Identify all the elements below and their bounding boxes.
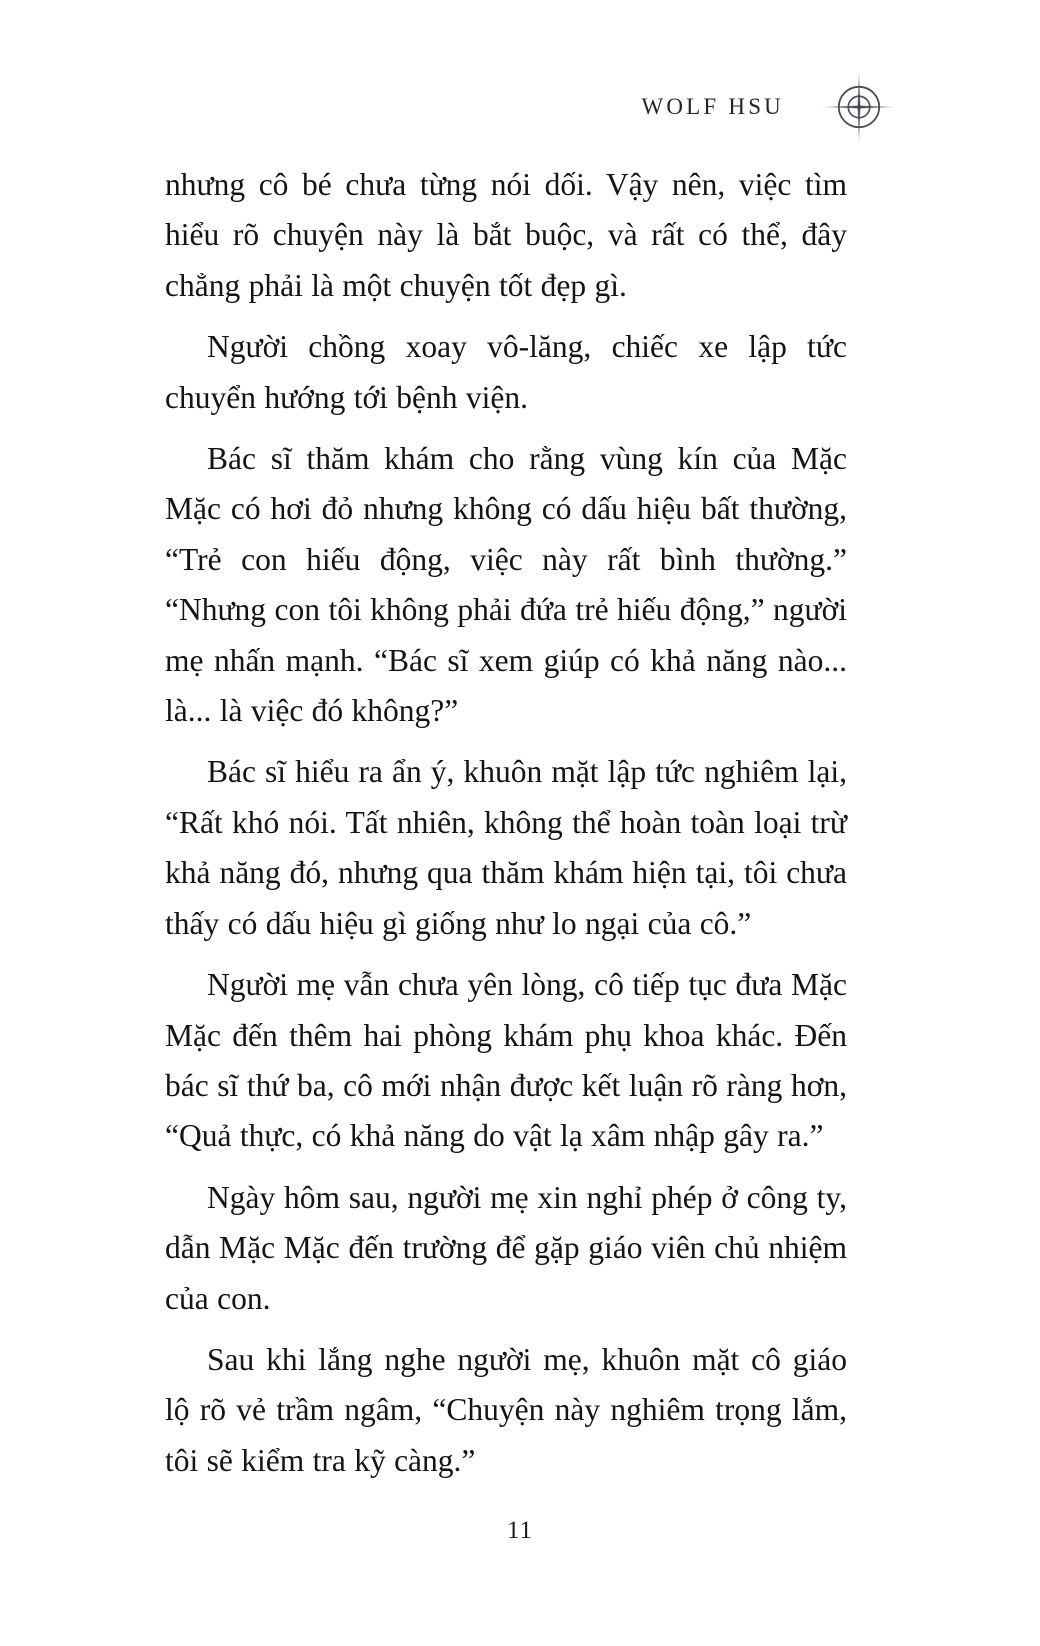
- running-head: [641, 74, 880, 138]
- body-text-block: [165, 160, 847, 1486]
- paragraph: Ngày hôm sau, người mẹ xin nghỉ phép ở công ty, dẫn Mặc Mặc đến trường để gặp giáo viên chủ nhiệm của con.: [165, 1179, 847, 1316]
- paragraph: nhưng cô bé chưa từng nói dối. Vậy nên, việc tìm hiểu rõ chuyện này là bắt buộc, và rất có thể, đây chẳng phải là một chuyện tốt đẹp gì.: [165, 167, 847, 303]
- paragraph: Bác sĩ hiểu ra ẩn ý, khuôn mặt lập tức nghiêm lại, “Rất khó nói. Tất nhiên, không thể hoàn toàn loại trừ khả năng đó, nhưng qua thăm khám hiện tại, tôi chưa thấy có dấu hiệu gì giống như lo ngại của cô.”: [165, 754, 847, 941]
- paragraph: Sau khi lắng nghe người mẹ, khuôn mặt cô giáo lộ rõ vẻ trầm ngâm, “Chuyện này nghiêm trọng lắm, tôi sẽ kiểm tra kỹ càng.”: [165, 1341, 847, 1478]
- crosshair-compass-ornament: [816, 64, 902, 150]
- paragraph: Bác sĩ thăm khám cho rằng vùng kín của Mặc Mặc có hơi đỏ nhưng không có dấu hiệu bất thường, “Trẻ con hiếu động, việc này rất bình thường.” “Nhưng con tôi không phải đứa trẻ hiếu động,” người mẹ nhấn mạnh. “Bác sĩ xem giúp có khả năng nào... là... là việc đó không?”: [165, 441, 847, 729]
- page-number: 11: [506, 1517, 534, 1544]
- paragraph: Người mẹ vẫn chưa yên lòng, cô tiếp tục đưa Mặc Mặc đến thêm hai phòng khám phụ khoa khác. Đến bác sĩ thứ ba, cô mới nhận được kết luận rõ ràng hơn, “Quả thực, có khả năng do vật lạ xâm nhập gây ra.”: [165, 967, 847, 1154]
- paragraph: Người chồng xoay vô-lăng, chiếc xe lập tức chuyển hướng tới bệnh viện.: [165, 329, 847, 415]
- running-head-title: WOLF HSU: [641, 93, 784, 119]
